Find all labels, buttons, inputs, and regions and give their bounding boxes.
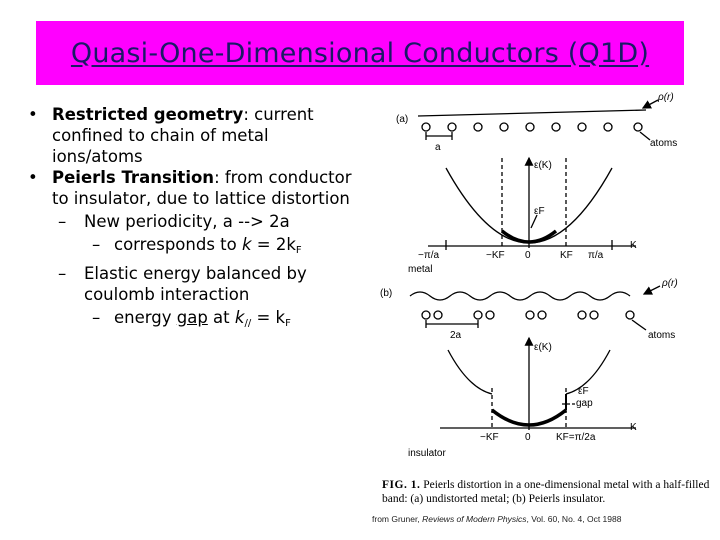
zero-label-a: 0	[525, 250, 531, 261]
equals-text: = k	[251, 308, 286, 327]
metal-label: metal	[408, 264, 433, 275]
credit-journal: Reviews of Modern Physics	[422, 514, 527, 524]
atoms-label-a: atoms	[650, 138, 678, 149]
k-label-b: K	[630, 422, 637, 433]
rho-arrow-a	[643, 100, 658, 108]
kf-equals-label: KF=π/2a	[556, 432, 596, 443]
neg-pi-a-label: −π/a	[418, 250, 440, 261]
peierls-figure	[368, 88, 718, 520]
sub-sub-bullet-corresponds	[22, 234, 352, 261]
bullet-restricted-geometry	[22, 104, 352, 167]
charge-density-line-a	[418, 110, 646, 116]
atoms-pointer-a	[640, 132, 650, 140]
equals-text: = 2k	[251, 235, 296, 254]
spacing-a-label: a	[435, 142, 441, 153]
band-upper-left-b	[448, 350, 492, 394]
insulator-label: insulator	[408, 448, 446, 459]
k-variable: k	[241, 235, 252, 254]
sub-bullet-elastic-energy	[22, 263, 352, 305]
zero-label-b: 0	[525, 432, 531, 443]
spacing-2a-label: 2a	[450, 330, 462, 341]
caption-figure-number: FIG. 1.	[382, 479, 421, 491]
rho-label-a: ρ(r)	[658, 92, 674, 103]
subscript-f: F	[285, 318, 291, 329]
credit-prefix: from Gruner,	[372, 514, 423, 524]
bullet-dot: •	[28, 168, 38, 187]
sub-bullet-text: New periodicity, a --> 2a	[84, 212, 290, 231]
neg-kf-label-b: −KF	[480, 432, 499, 443]
atom-row-b	[422, 311, 634, 319]
panel-a-label: (a)	[396, 114, 409, 125]
subscript-parallel: //	[244, 318, 252, 329]
rho-label-b: ρ(r)	[662, 278, 678, 289]
neg-kf-label-a: −KF	[486, 250, 505, 261]
dash-marker: –	[58, 264, 67, 283]
energy-label-b: ε(K)	[534, 342, 552, 353]
gap-word: gap	[176, 308, 208, 327]
bullet-text: : from conductor to insulator, due to lattice distortion	[52, 168, 352, 208]
dash-marker: –	[58, 212, 67, 231]
k-variable: k	[234, 308, 245, 327]
atoms-pointer-b	[632, 320, 646, 330]
sub-bullet-text: Elastic energy balanced by coulomb interaction	[84, 264, 307, 304]
kf-label-a: KF	[560, 250, 573, 261]
sub-sub-text: corresponds to	[114, 235, 242, 254]
panel-b-label: (b)	[380, 288, 393, 299]
dash-marker: –	[92, 235, 101, 254]
energy-label-a: ε(K)	[534, 160, 552, 171]
bullet-text: : current confined to chain of metal ions/atoms	[52, 105, 314, 166]
bullet-dot: •	[28, 105, 38, 124]
at-text: at	[207, 308, 235, 327]
bullet-list	[22, 104, 352, 334]
credit-suffix: , Vol. 60, No. 4, Oct 1988	[526, 514, 622, 524]
bullet-peierls-transition	[22, 167, 352, 209]
sub-sub-text: energy	[114, 308, 177, 327]
k-label-a: K	[630, 240, 637, 251]
atoms-label-b: atoms	[648, 330, 676, 341]
fermi-energy-label-a: εF	[534, 206, 545, 217]
slide-title: Quasi-One-Dimensional Conductors (Q1D)	[70, 37, 650, 69]
rho-arrow-b	[644, 286, 660, 294]
source-credit	[372, 514, 717, 524]
charge-density-wave-b	[410, 292, 630, 300]
subscript-f: F	[295, 245, 302, 256]
sub-sub-bullet-energy-gap	[22, 307, 352, 334]
gap-label: gap	[576, 398, 593, 409]
bullet-heading: Restricted geometry	[52, 105, 244, 124]
sub-bullet-new-periodicity	[22, 211, 352, 232]
figure-caption	[382, 478, 712, 506]
caption-text: Peierls distortion in a one-dimensional metal with a half-filled band: (a) undistorted metal; (b) Peierls insulator.	[382, 479, 710, 505]
title-banner	[36, 21, 684, 85]
atom-row-a	[422, 123, 642, 131]
dash-marker: –	[92, 308, 101, 327]
bullet-heading: Peierls Transition	[52, 168, 215, 187]
pi-a-label: π/a	[588, 250, 604, 261]
fermi-energy-label-b: εF	[578, 386, 589, 397]
